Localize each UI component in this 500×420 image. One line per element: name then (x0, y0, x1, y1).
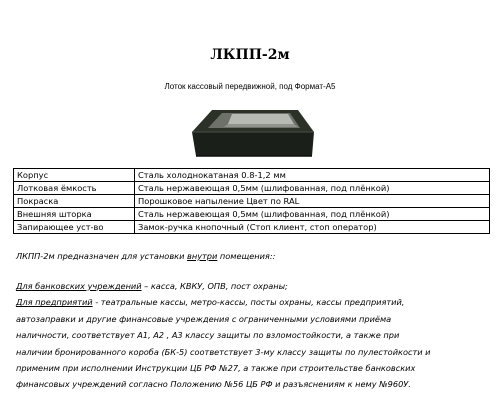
product-subtitle: Лоток кассовый передвижной, под Формат-А5 (164, 82, 336, 91)
enterprises-text: - театральные кассы, метро-кассы, посты охраны, кассы предприятий, (92, 297, 405, 308)
banks-text: – касса, КВКУ, ОПВ, пост охраны; (141, 281, 288, 291)
spec-value: Сталь нержавеющая 0,5мм (шлифованная, под плёнкой) (135, 208, 490, 221)
enterprises-line: наличности, соответствует А1, А2 , А3 классу защиты по взломостойкости, а также при (16, 330, 400, 341)
usage-paragraph (16, 278, 494, 393)
intro-emphasis: внутри (187, 251, 218, 261)
banks-label: Для банковских учреждений (16, 281, 142, 291)
enterprises-line: наличии бронированного короба (БК-5) соответствует 3-му классу защиты по пулестойкости и (16, 346, 431, 357)
enterprises-line: автозаправки и другие финансовые учреждения с ограниченными условиями приёма (16, 313, 392, 324)
spec-value: Порошковое напыление Цвет по RAL (135, 195, 490, 208)
tray-shutter (228, 114, 294, 124)
spec-value: Замок-ручка кнопочный (Стоп клиент, стоп оператор) (135, 221, 490, 234)
table-row (14, 221, 490, 234)
enterprises-line: применим при исполнении Инструкции ЦБ РФ №27, а также при строительстве банковских (16, 363, 416, 374)
product-title: ЛКПП-2м (210, 47, 290, 63)
table-row (14, 195, 490, 208)
spec-label: Покраска (14, 195, 135, 208)
enterprises-line: финансовых учреждений согласно Положению №56 ЦБ РФ и разъяснениям к нему №960У. (16, 379, 411, 390)
spec-label: Внешняя шторка (14, 208, 135, 221)
table-row (14, 208, 490, 221)
tray-front-panel (192, 132, 314, 156)
intro-text-end: помещения:: (217, 251, 276, 261)
spec-label: Запирающее уст-во (14, 221, 135, 234)
spec-label: Корпус (14, 169, 135, 182)
intro-text: ЛКПП-2м предназначен для установки (16, 251, 188, 261)
enterprises-label: Для предприятий (16, 297, 93, 308)
spec-value: Сталь холоднокатаная 0.8-1,2 мм (135, 169, 490, 182)
table-row (14, 169, 490, 182)
table-row (14, 182, 490, 195)
spec-value: Сталь нержавеющая 0,5мм (шлифованная, под плёнкой) (135, 182, 490, 195)
intro-paragraph (16, 248, 494, 264)
product-image (188, 104, 318, 162)
banks-line (16, 278, 494, 294)
spec-label: Лотковая ёмкость (14, 182, 135, 195)
enterprises-line (16, 294, 494, 310)
specs-table (13, 168, 490, 234)
